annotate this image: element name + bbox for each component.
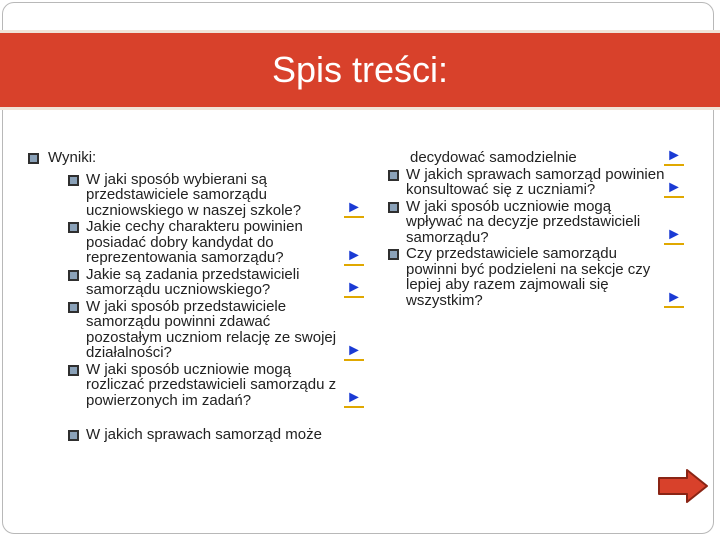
spacer [28, 409, 368, 427]
checkbox-bullet-icon [388, 202, 399, 213]
toc-item-label: Czy przedstawiciele samorządu powinni być podzieleni na sekcje czy lepiej aby razem zajmowali się wszystkim? [406, 245, 651, 309]
toc-item-label: decydować samodzielnie [410, 149, 577, 166]
toc-item[interactable] [28, 427, 368, 443]
toc-item[interactable] [388, 246, 688, 308]
play-arrow-icon[interactable]: ► [346, 278, 362, 296]
toc-item[interactable] [28, 172, 368, 219]
play-arrow-icon[interactable]: ► [666, 146, 682, 164]
next-arrow-icon [657, 468, 709, 504]
toc-item-label: Jakie cechy charakteru powinien posiadać dobry kandydat do reprezentowania samorządu? [86, 218, 303, 266]
play-arrow-icon[interactable]: ► [346, 341, 362, 359]
checkbox-bullet-icon [388, 249, 399, 260]
toc-item[interactable] [388, 167, 688, 198]
toc-item[interactable] [28, 267, 368, 298]
checkbox-bullet-icon [28, 153, 39, 164]
toc-item[interactable] [28, 299, 368, 361]
toc-item[interactable] [28, 219, 368, 266]
checkbox-bullet-icon [68, 270, 79, 281]
toc-item-label: Jakie są zadania przedstawicieli samorządu uczniowskiego? [86, 265, 300, 298]
play-arrow-icon[interactable]: ► [346, 389, 362, 406]
next-slide-button[interactable] [657, 468, 709, 504]
toc-item[interactable] [388, 199, 688, 246]
play-arrow-icon[interactable]: ► [346, 246, 362, 264]
toc-item[interactable] [28, 362, 368, 409]
toc-heading [28, 150, 368, 166]
title-banner [0, 30, 720, 110]
toc-right-column [388, 146, 688, 309]
play-arrow-icon[interactable]: ► [666, 178, 682, 196]
checkbox-bullet-icon [68, 222, 79, 233]
checkbox-bullet-icon [68, 302, 79, 313]
toc-item-label: W jaki sposób uczniowie mogą wpływać na decyzje przedstawicieli samorządu? [406, 197, 641, 246]
toc-heading-label: Wyniki: [48, 149, 97, 166]
checkbox-bullet-icon [68, 365, 79, 376]
toc-item-label: W jaki sposób przedstawiciele samorządu powinni zdawać pozostałym uczniom relację ze swojej działalności? [86, 297, 337, 361]
toc-item-continuation[interactable] [388, 146, 688, 166]
checkbox-bullet-icon [68, 430, 79, 441]
toc-item-label: W jakich sprawach samorząd może [86, 426, 322, 443]
play-arrow-icon[interactable]: ► [666, 226, 682, 243]
toc-left-column [28, 150, 368, 444]
toc-item-label: W jakich sprawach samorząd powinien konsultować się z uczniami? [406, 165, 665, 198]
toc-item-label: W jaki sposób uczniowie mogą rozliczać przedstawicieli samorządu z powierzonych im zadań? [86, 360, 337, 409]
checkbox-bullet-icon [68, 175, 79, 186]
checkbox-bullet-icon [388, 170, 399, 181]
play-arrow-icon[interactable]: ► [666, 289, 682, 306]
slide-title: Spis treści: [271, 49, 449, 90]
toc-item-label: W jaki sposób wybierani są przedstawiciele samorządu uczniowskiego w naszej szkole? [86, 170, 302, 219]
play-arrow-icon[interactable]: ► [346, 199, 362, 216]
